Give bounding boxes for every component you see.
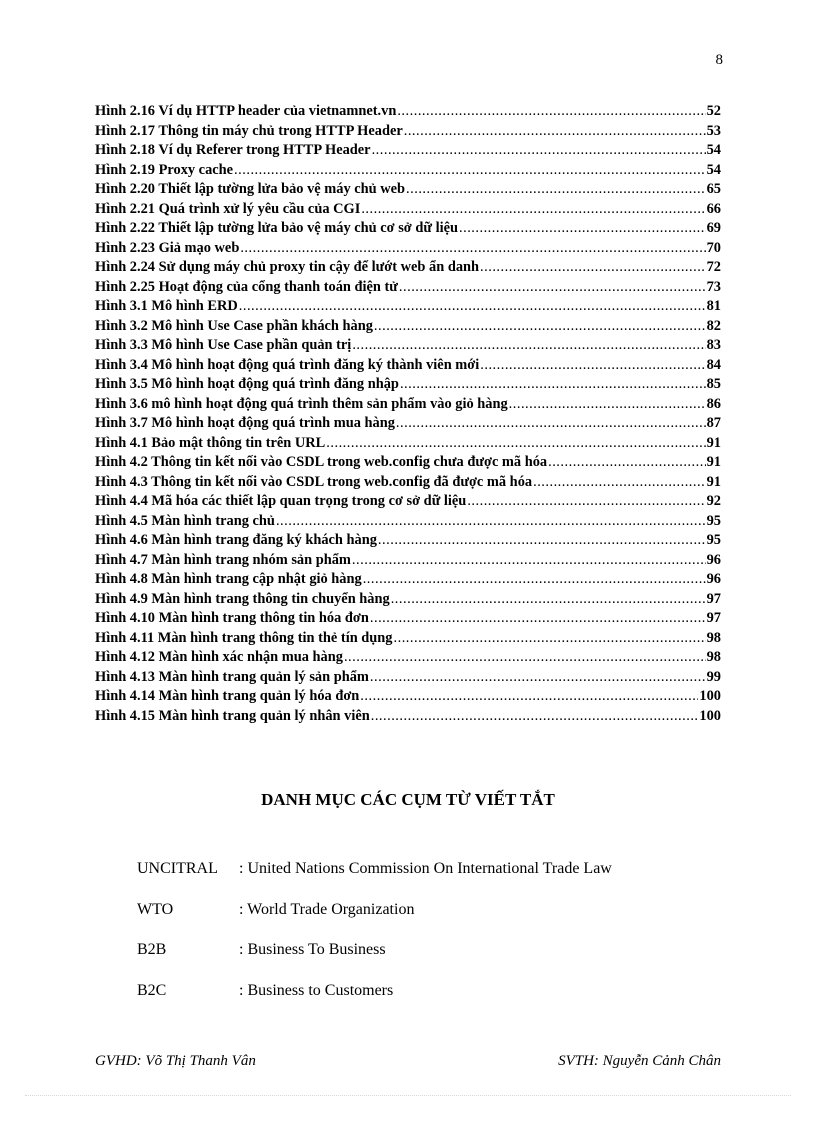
figure-page-number: 83: [706, 337, 721, 353]
dot-leader: [374, 318, 706, 335]
abbreviation-definition: : Business to Customers: [239, 981, 394, 999]
footer-instructor: GVHD: Võ Thị Thanh Vân: [95, 1053, 256, 1069]
figure-list-item: [95, 610, 721, 630]
figure-caption: Hình 4.13 Màn hình trang quản lý sản phẩm: [95, 668, 369, 685]
figure-page-number: 69: [706, 220, 721, 236]
footer-student: SVTH: Nguyễn Cảnh Chân: [558, 1053, 721, 1069]
figure-page-number: 96: [706, 571, 721, 587]
figure-caption: Hình 3.2 Mô hình Use Case phần khách hàng: [95, 317, 373, 334]
abbreviation-term: UNCITRAL: [137, 860, 218, 877]
page-bottom-divider: [25, 1095, 791, 1096]
abbreviations-list: [137, 860, 612, 1022]
figure-page-number: 96: [706, 551, 721, 568]
dot-leader: [239, 298, 706, 315]
figure-page-number: 87: [706, 415, 721, 431]
figure-list-item: [95, 532, 721, 552]
abbreviation-term: WTO: [137, 900, 174, 918]
figure-page-number: 82: [706, 317, 721, 334]
dot-leader: [276, 513, 706, 530]
figure-page-number: 66: [706, 200, 721, 217]
abbreviation-term: B2C: [137, 981, 167, 999]
abbreviation-row: [137, 901, 612, 942]
figure-list-item: [95, 337, 721, 357]
figure-list-item: [95, 591, 721, 611]
dot-leader: [360, 688, 698, 705]
figure-caption: Hình 2.25 Hoạt động của cổng thanh toán điện tử: [95, 278, 398, 295]
dot-leader: [480, 259, 706, 276]
figure-caption: Hình 3.5 Mô hình hoạt động quá trình đăng nhập: [95, 376, 399, 392]
figure-page-number: 91: [706, 454, 721, 470]
dot-leader: [344, 649, 706, 666]
figure-caption: Hình 4.3 Thông tin kết nối vào CSDL trong web.config đã được mã hóa: [95, 473, 533, 490]
figure-list-item: [95, 474, 721, 494]
figure-list-item: [95, 220, 721, 240]
figure-page-number: 54: [706, 142, 721, 158]
figure-caption: Hình 4.15 Màn hình trang quản lý nhân viên: [95, 707, 370, 724]
dot-leader: [326, 435, 705, 452]
dot-leader: [397, 103, 705, 120]
figure-list-item: [95, 630, 721, 650]
dot-leader: [370, 669, 706, 686]
figure-page-number: 84: [706, 356, 721, 373]
figure-page-number: 95: [706, 532, 721, 548]
figure-page-number: 99: [706, 668, 721, 685]
dot-leader: [370, 610, 706, 627]
dot-leader: [480, 357, 705, 374]
abbreviation-definition: : United Nations Commission On International Trade Law: [239, 860, 612, 877]
figure-page-number: 98: [706, 629, 721, 646]
figure-caption: Hình 3.1 Mô hình ERD: [95, 298, 238, 314]
abbreviation-definition: : World Trade Organization: [239, 900, 415, 918]
figure-list-item: [95, 181, 721, 201]
figure-page-number: 95: [706, 512, 721, 529]
dot-leader: [399, 279, 706, 296]
figure-page-number: 91: [706, 473, 721, 490]
dot-leader: [406, 181, 706, 198]
figure-list-item: [95, 669, 721, 689]
figure-page-number: 92: [706, 493, 721, 509]
dot-leader: [404, 123, 706, 140]
figure-page-number: 53: [706, 122, 721, 139]
figure-caption: Hình 2.17 Thông tin máy chủ trong HTTP Header: [95, 122, 403, 139]
figure-list-item: [95, 142, 721, 162]
figure-page-number: 54: [706, 161, 721, 178]
figure-list-item: [95, 435, 721, 455]
figure-caption: Hình 4.14 Màn hình trang quản lý hóa đơn: [95, 688, 360, 704]
figure-list-item: [95, 649, 721, 669]
figure-caption: Hình 4.6 Màn hình trang đăng ký khách hàng: [95, 532, 377, 548]
figure-caption: Hình 4.4 Mã hóa các thiết lập quan trọng trong cơ sở dữ liệu: [95, 493, 467, 509]
dot-leader: [234, 162, 706, 179]
figure-list-item: [95, 103, 721, 123]
dot-leader: [352, 552, 706, 569]
figure-caption: Hình 4.2 Thông tin kết nối vào CSDL trong web.config chưa được mã hóa: [95, 454, 548, 470]
dot-leader: [352, 337, 705, 354]
dot-leader: [363, 571, 706, 588]
figure-caption: Hình 4.9 Màn hình trang thông tin chuyển hàng: [95, 590, 390, 607]
figure-page-number: 97: [706, 590, 721, 607]
figure-list: [95, 103, 721, 727]
dot-leader: [396, 415, 706, 432]
figure-page-number: 97: [706, 610, 721, 626]
dot-leader: [391, 591, 706, 608]
figure-page-number: 52: [706, 103, 721, 119]
figure-list-item: [95, 240, 721, 260]
dot-leader: [459, 220, 706, 237]
dot-leader: [240, 240, 705, 257]
figure-page-number: 100: [699, 707, 721, 724]
figure-page-number: 91: [706, 434, 721, 451]
figure-list-item: [95, 318, 721, 338]
abbreviation-definition: : Business To Business: [239, 941, 386, 958]
dot-leader: [378, 532, 706, 549]
figure-list-item: [95, 279, 721, 299]
figure-list-item: [95, 688, 721, 708]
dot-leader: [548, 454, 706, 471]
dot-leader: [400, 376, 706, 393]
figure-caption: Hình 3.6 mô hình hoạt động quá trình thêm sản phẩm vào giỏ hàng: [95, 395, 508, 412]
page-number: 8: [715, 52, 723, 68]
abbreviation-row: [137, 860, 612, 901]
figure-caption: Hình 2.23 Giả mạo web: [95, 239, 240, 256]
figure-page-number: 86: [706, 395, 721, 412]
figure-caption: Hình 4.5 Màn hình trang chủ: [95, 512, 275, 529]
figure-list-item: [95, 357, 721, 377]
figure-list-item: [95, 201, 721, 221]
figure-page-number: 70: [706, 239, 721, 256]
dot-leader: [467, 493, 705, 510]
figure-list-item: [95, 493, 721, 513]
abbreviation-term: B2B: [137, 941, 167, 958]
abbreviation-row: [137, 941, 612, 982]
figure-list-item: [95, 552, 721, 572]
figure-list-item: [95, 162, 721, 182]
figure-caption: Hình 2.21 Quá trình xử lý yêu cầu của CGI: [95, 200, 361, 217]
figure-list-item: [95, 454, 721, 474]
figure-page-number: 65: [706, 181, 721, 197]
dot-leader: [361, 201, 705, 218]
dot-leader: [371, 708, 699, 725]
figure-page-number: 85: [706, 376, 721, 392]
figure-caption: Hình 4.7 Màn hình trang nhóm sản phẩm: [95, 551, 351, 568]
figure-page-number: 98: [706, 649, 721, 665]
figure-caption: Hình 3.4 Mô hình hoạt động quá trình đăng ký thành viên mới: [95, 356, 480, 373]
dot-leader: [394, 630, 706, 647]
figure-page-number: 72: [706, 259, 721, 275]
abbreviation-row: [137, 982, 612, 1023]
figure-caption: Hình 4.10 Màn hình trang thông tin hóa đơn: [95, 610, 369, 626]
figure-caption: Hình 4.12 Màn hình xác nhận mua hàng: [95, 649, 343, 665]
figure-caption: Hình 2.20 Thiết lập tường lửa bảo vệ máy chủ web: [95, 181, 406, 197]
figure-list-item: [95, 123, 721, 143]
figure-list-item: [95, 415, 721, 435]
figure-list-item: [95, 571, 721, 591]
figure-caption: Hình 4.8 Màn hình trang cập nhật giỏ hàng: [95, 571, 362, 587]
figure-caption: Hình 2.22 Thiết lập tường lửa bảo vệ máy chủ cơ sở dữ liệu: [95, 220, 458, 236]
figure-list-item: [95, 376, 721, 396]
figure-list-item: [95, 513, 721, 533]
figure-caption: Hình 3.7 Mô hình hoạt động quá trình mua hàng: [95, 415, 395, 431]
figure-page-number: 73: [706, 278, 721, 295]
figure-caption: Hình 2.24 Sử dụng máy chủ proxy tin cậy để lướt web ẩn danh: [95, 259, 480, 275]
dot-leader: [533, 474, 706, 491]
figure-list-item: [95, 396, 721, 416]
figure-caption: Hình 3.3 Mô hình Use Case phần quản trị: [95, 337, 352, 353]
figure-caption: Hình 2.19 Proxy cache: [95, 161, 234, 178]
dot-leader: [372, 142, 706, 159]
figure-list-item: [95, 298, 721, 318]
figure-list-item: [95, 708, 721, 728]
abbreviations-title: DANH MỤC CÁC CỤM TỪ VIẾT TẮT: [261, 790, 555, 809]
figure-caption: Hình 4.1 Bảo mật thông tin trên URL: [95, 434, 326, 451]
figure-caption: Hình 2.18 Ví dụ Referer trong HTTP Header: [95, 142, 371, 158]
figure-caption: Hình 2.16 Ví dụ HTTP header của vietnamnet.vn: [95, 103, 397, 119]
dot-leader: [509, 396, 706, 413]
figure-list-item: [95, 259, 721, 279]
figure-caption: Hình 4.11 Màn hình trang thông tin thẻ tín dụng: [95, 629, 393, 646]
figure-page-number: 100: [699, 688, 721, 704]
figure-page-number: 81: [706, 298, 721, 314]
